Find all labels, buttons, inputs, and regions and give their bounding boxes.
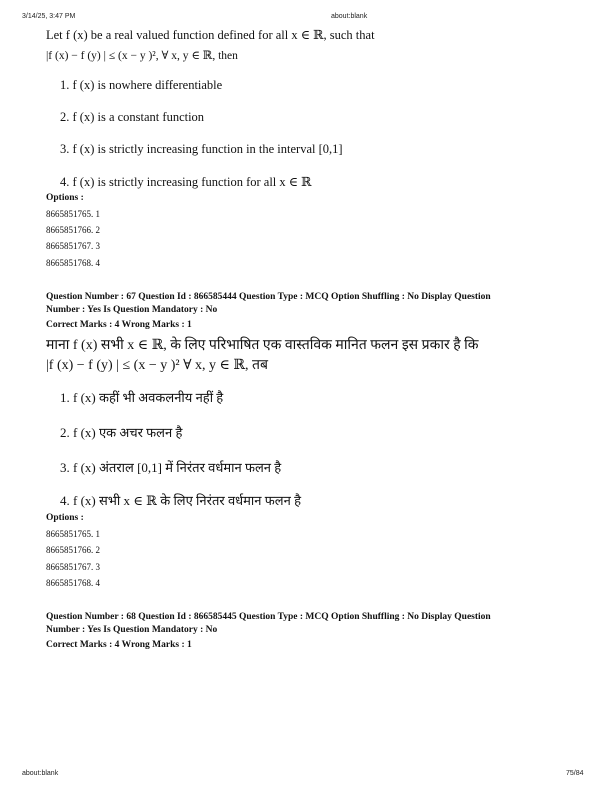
q66-option-3: 3. f (x) is strictly increasing function in the interval [0,1] — [60, 142, 343, 156]
q66-option-4: 4. f (x) is strictly increasing function for all x ∈ ℝ — [60, 175, 312, 189]
q67-option-4: 4. f (x) सभी x ∈ ℝ के लिए निरंतर वर्धमान फलन है — [60, 493, 301, 508]
q67-option-1: 1. f (x) कहीं भी अवकलनीय नहीं है — [60, 390, 224, 405]
q66-condition: |f (x) − f (y) | ≤ (x − y )², ∀ x, y ∈ ℝ, then — [46, 50, 238, 62]
q67-option-2: 2. f (x) एक अचर फलन है — [60, 425, 183, 440]
q66-option-id-3: 8665851767. 3 — [46, 241, 100, 251]
q67-option-id-1: 8665851765. 1 — [46, 529, 100, 539]
q68-header-line2: Number : Yes Is Question Mandatory : No — [46, 625, 218, 635]
q67-header-line1: Question Number : 67 Question Id : 866585444 Question Type : MCQ Option Shuffling : No Display Question — [46, 292, 491, 302]
q67-condition: |f (x) − f (y) | ≤ (x − y )² ∀ x, y ∈ ℝ, तब — [46, 358, 268, 373]
q66-option-2: 2. f (x) is a constant function — [60, 110, 205, 124]
q68-marks: Correct Marks : 4 Wrong Marks : 1 — [46, 640, 192, 650]
footer-url: about:blank — [22, 770, 59, 777]
q67-option-id-4: 8665851768. 4 — [46, 578, 100, 588]
q66-option-id-1: 8665851765. 1 — [46, 209, 100, 219]
q67-option-id-3: 8665851767. 3 — [46, 562, 100, 572]
q67-statement: माना f (x) सभी x ∈ ℝ, के लिए परिभाषित एक वास्तविक मानित फलन इस प्रकार है कि — [46, 338, 479, 353]
q66-option-1: 1. f (x) is nowhere differentiable — [60, 78, 223, 92]
print-datetime: 3/14/25, 3:47 PM — [22, 13, 76, 20]
q67-marks: Correct Marks : 4 Wrong Marks : 1 — [46, 320, 192, 330]
q66-options-label: Options : — [46, 193, 84, 203]
q66-statement: Let f (x) be a real valued function defined for all x ∈ ℝ, such that — [46, 28, 375, 42]
q68-header-line1: Question Number : 68 Question Id : 866585445 Question Type : MCQ Option Shuffling : No Display Question — [46, 612, 491, 622]
q67-option-id-2: 8665851766. 2 — [46, 545, 100, 555]
q66-option-id-4: 8665851768. 4 — [46, 258, 100, 268]
page-number: 75/84 — [566, 770, 584, 777]
print-url: about:blank — [331, 13, 368, 20]
q67-header-line2: Number : Yes Is Question Mandatory : No — [46, 305, 218, 315]
q66-option-id-2: 8665851766. 2 — [46, 225, 100, 235]
q67-options-label: Options : — [46, 513, 84, 523]
q67-option-3: 3. f (x) अंतराल [0,1] में निरंतर वर्धमान फलन है — [60, 460, 282, 475]
